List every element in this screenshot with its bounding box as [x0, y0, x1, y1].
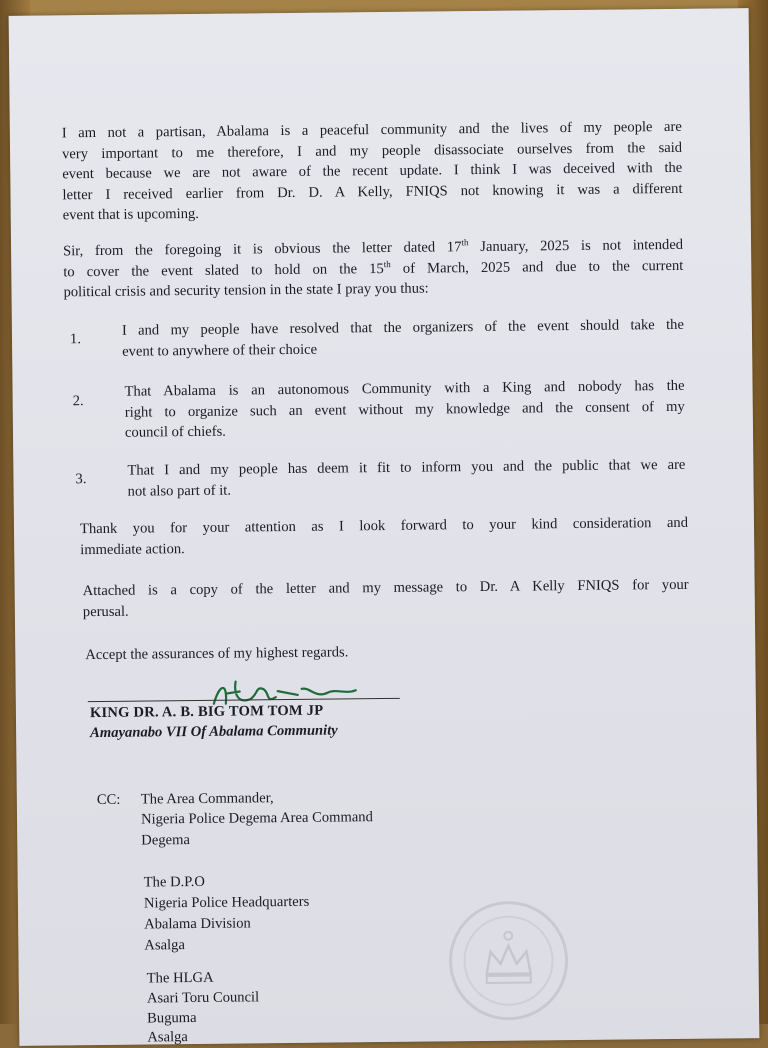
paragraph-thanks: [80, 513, 688, 560]
text-line: I and my people have resolved that the organizers of the event should take the: [121, 316, 684, 339]
signatory-name: KING DR. A. B. BIG TOM TOM JP: [89, 702, 324, 722]
text-line: I am not a partisan, Abalama is a peaceful community and the lives of my people are: [61, 118, 682, 142]
item-number: 3.: [75, 471, 87, 488]
text-line: letter I received earlier from Dr. D. A Kelly, FNIQS not knowing it was a different: [62, 180, 683, 203]
text-line: council of chiefs.: [124, 423, 226, 441]
closing-line: Accept the assurances of my highest regards.: [85, 644, 349, 664]
cc-line: Nigeria Police Headquarters: [143, 893, 310, 912]
cc-line: Asari Toru Council: [146, 989, 260, 1007]
text-line: political crisis and security tension in the state I pray you thus:: [63, 280, 429, 301]
text-line: to cover the event slated to hold on the 15th of March, 2025 and due to the current: [63, 257, 684, 280]
cc-line: Degema: [141, 832, 190, 849]
item-number: 2.: [72, 393, 84, 410]
list-item: [127, 455, 685, 502]
text-line: event to anywhere of their choice: [122, 341, 318, 360]
list-item: [122, 315, 684, 362]
text-line: very important to me therefore, I and my people disassociate ourselves from the said: [61, 139, 683, 162]
signatory-title: Amayanabo VII Of Abalama Community: [90, 722, 338, 742]
text-line: event that is upcoming.: [62, 205, 199, 224]
text-line: Sir, from the foregoing it is obvious the letter dated 17th January, 2025 is not intended: [63, 236, 684, 260]
text-line: event because we are not aware of the recent update. I think I was deceived with the: [62, 159, 683, 183]
paragraph-foregoing: [63, 235, 684, 303]
paragraph-partisan: [62, 117, 683, 226]
paragraph-attached: [83, 575, 689, 622]
text-line: Attached is a copy of the letter and my message to Dr. A Kelly FNIQS for your: [82, 576, 689, 600]
list-item: [124, 376, 685, 443]
text-line: perusal.: [82, 603, 129, 620]
text-line: right to organize such an event without my knowledge and the consent of my: [124, 398, 685, 421]
text-line: That Abalama is an autonomous Community with a King and nobody has the: [124, 377, 685, 400]
item-number: 1.: [69, 331, 82, 348]
text-line: not also part of it.: [127, 482, 232, 500]
embossed-seal-icon: [438, 895, 579, 1026]
cc-line: The HLGA: [146, 969, 214, 987]
letter-page: [9, 8, 760, 1046]
cc-label: CC:: [96, 791, 121, 809]
cc-line: Asalga: [147, 1029, 188, 1046]
cc-line: Asalga: [144, 937, 185, 954]
cc-line: The D.P.O: [143, 873, 206, 891]
cc-line: The Area Commander,: [140, 790, 274, 808]
text-line: That I and my people has deem it fit to inform you and the public that we are: [127, 456, 686, 479]
text-line: immediate action.: [80, 540, 185, 558]
cc-line: Nigeria Police Degema Area Command: [140, 809, 373, 828]
cc-line: Abalama Division: [144, 915, 251, 933]
cc-line: Buguma: [147, 1009, 197, 1027]
text-line: Thank you for your attention as I look forward to your kind consideration and: [79, 514, 689, 538]
